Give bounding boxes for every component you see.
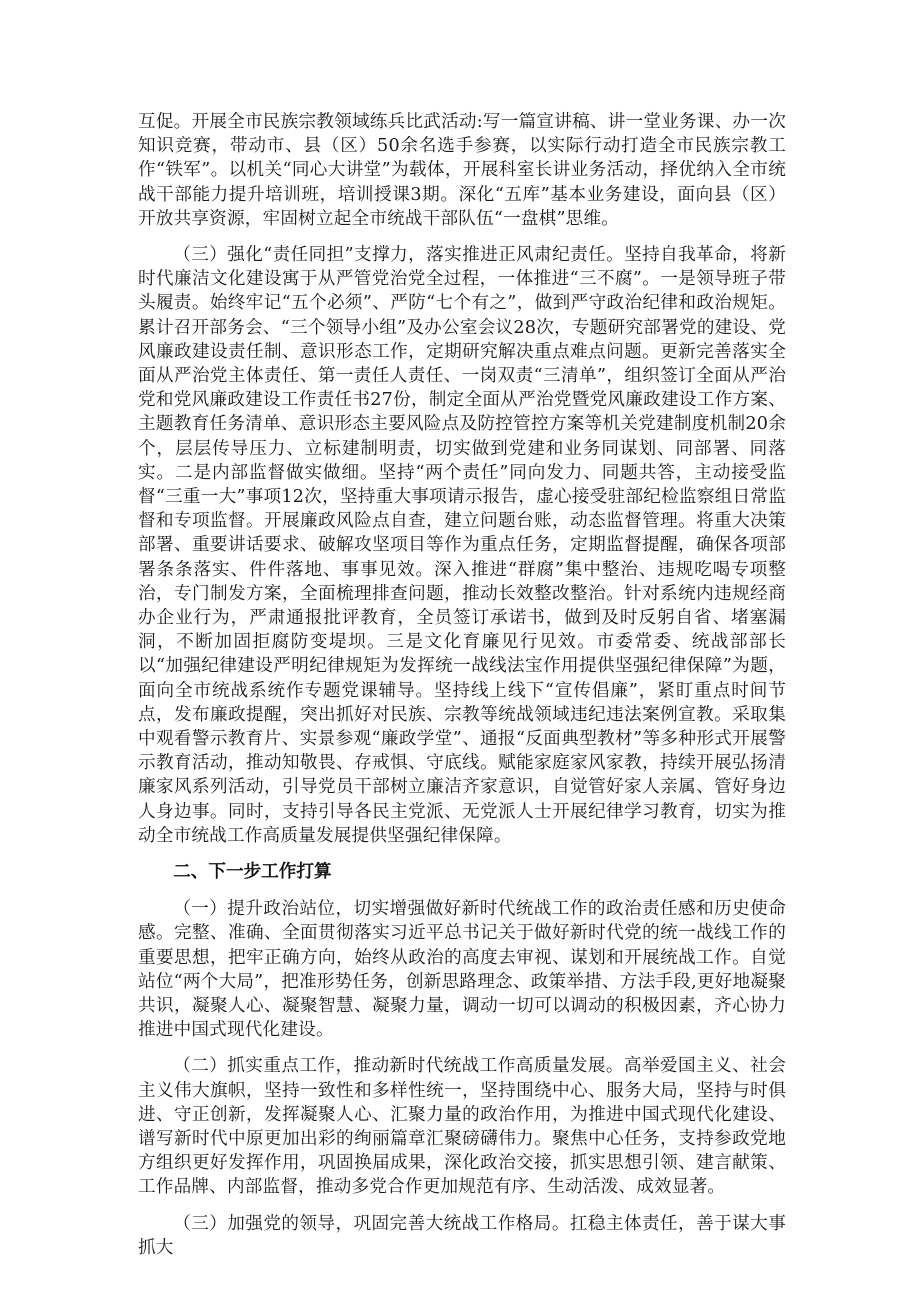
paragraph-intro-continuation: 互促。开展全市民族宗教领域练兵比武活动:写一篇宣讲稿、讲一堂业务课、办一次知识竞赛，带动市、县（区）50余名选手参赛，以实际行动打造全市民族宗教工作“铁军”。以机关“同心大讲堂”为载体，开展科室长讲业务活动，择优纳入全市统战干部能力提升培训班，培训授课3期。深化“五库”基本业务建设，面向县（区）开放共享资源，牢固树立起全市统战干部队伍“一盘棋”思维。 (138, 112, 786, 229)
paragraph-political-stance: （一）提升政治站位，切实增强做好新时代统战工作的政治责任感和历史使命感。完整、准确、全面贯彻落实习近平总书记关于做好新时代党的统一战线工作的重要思想，把牢正确方向，始终从政治的高度去审视、谋划和开展统战工作。自觉站位“两个大局”，把准形势任务，创新思路理念、政策举措、方法手段,更好地凝聚共识，凝聚人心、凝聚智慧、凝聚力量，调动一切可以调动的积极因素，齐心协力推进中国式现代化建设。 (138, 899, 786, 1041)
paragraph-responsibility-section: （三）强化“责任同担”支撑力，落实推进正风肃纪责任。坚持自我革命，将新时代廉洁文化建设寓于从严管党治党全过程，一体推进“三不腐”。一是领导班子带头履责。始终牢记“五个必须”、严防“七个有之”，做到严守政治纪律和政治规矩。累计召开部务会、“三个领导小组”及办公室会议28次，专题研究部署党的建设、党风廉政建设责任制、意识形态工作，定期研究解决重点难点问题。更新完善落实全面从严治党主体责任、第一责任人责任、一岗双责“三清单”，组织签订全面从严治党和党风廉政建设工作责任书27份，制定全面从严治党暨党风廉政建设工作方案、主题教育任务清单、意识形态主要风险点及防控管控方案等机关党建制度机制20余个，层层传导压力、立标建制明责，切实做到党建和业务同谋划、同部署、同落实。二是内部监督做实做细。坚持“两个责任”同向发力、同题共答，主动接受监督“三重一大”事项12次，坚持重大事项请示报告，虚心接受驻部纪检监察组日常监督和专项监督。开展廉政风险点自查，建立问题台账，动态监督管理。将重大决策部署、重要讲话要求、破解攻坚项目等作为重点任务，定期监督提醒，确保各项部署条条落实、件件落地、事事见效。深入推进“群腐”集中整治、违规吃喝专项整治，专门制发方案，全面梳理排查问题，推动长效整改整治。针对系统内违规经商办企业行为，严肃通报批评教育，全员签订承诺书，做到及时反躬自省、堵塞漏洞，不断加固拒腐防变堤坝。三是文化育廉见行见效。市委常委、统战部部长以“加强纪律建设严明纪律规矩为发挥统一战线法宝作用提供坚强纪律保障”为题，面向全市统战系统作专题党课辅导。坚持线上线下“宣传倡廉”，紧盯重点时间节点，发布廉政提醒，突出抓好对民族、宗教等统战领域违纪违法案例宣教。采取集中观看警示教育片、实景参观“廉政学堂”、通报“反面典型教材”等多种形式开展警示教育活动，推动知敬畏、存戒惧、守底线。赋能家庭家风家教，持续开展弘扬清廉家风系列活动，引导党员干部树立廉洁齐家意识，自觉管好家人亲属、管好身边人身边事。同时，支持引导各民主党派、无党派人士开展纪律学习教育，切实为推动全市统战工作高质量发展提供坚强纪律保障。 (138, 245, 786, 846)
section-heading-next-steps: 二、下一步工作打算 (173, 862, 332, 883)
paragraph-key-work: （二）抓实重点工作，推动新时代统战工作高质量发展。高举爱国主义、社会主义伟大旗帜，坚持一致性和多样性统一，坚持围绕中心、服务大局，坚持与时俱进、守正创新，发挥凝聚人心、汇聚力量的政治作用，为推进中国式现代化建设、谱写新时代中原更加出彩的绚丽篇章汇聚磅礴伟力。聚焦中心任务，支持参政党地方组织更好发挥作用，巩固换届成果，深化政治交接，抓实思想引领、建言献策、工作品牌、内部监督，推动多党合作更加规范有序、生动活泼、成效显著。 (138, 1056, 786, 1198)
document-page (138, 110, 786, 1272)
paragraph-party-leadership: （三）加强党的领导，巩固完善大统战工作格局。扛稳主体责任，善于谋大事抓大 (138, 1213, 786, 1258)
